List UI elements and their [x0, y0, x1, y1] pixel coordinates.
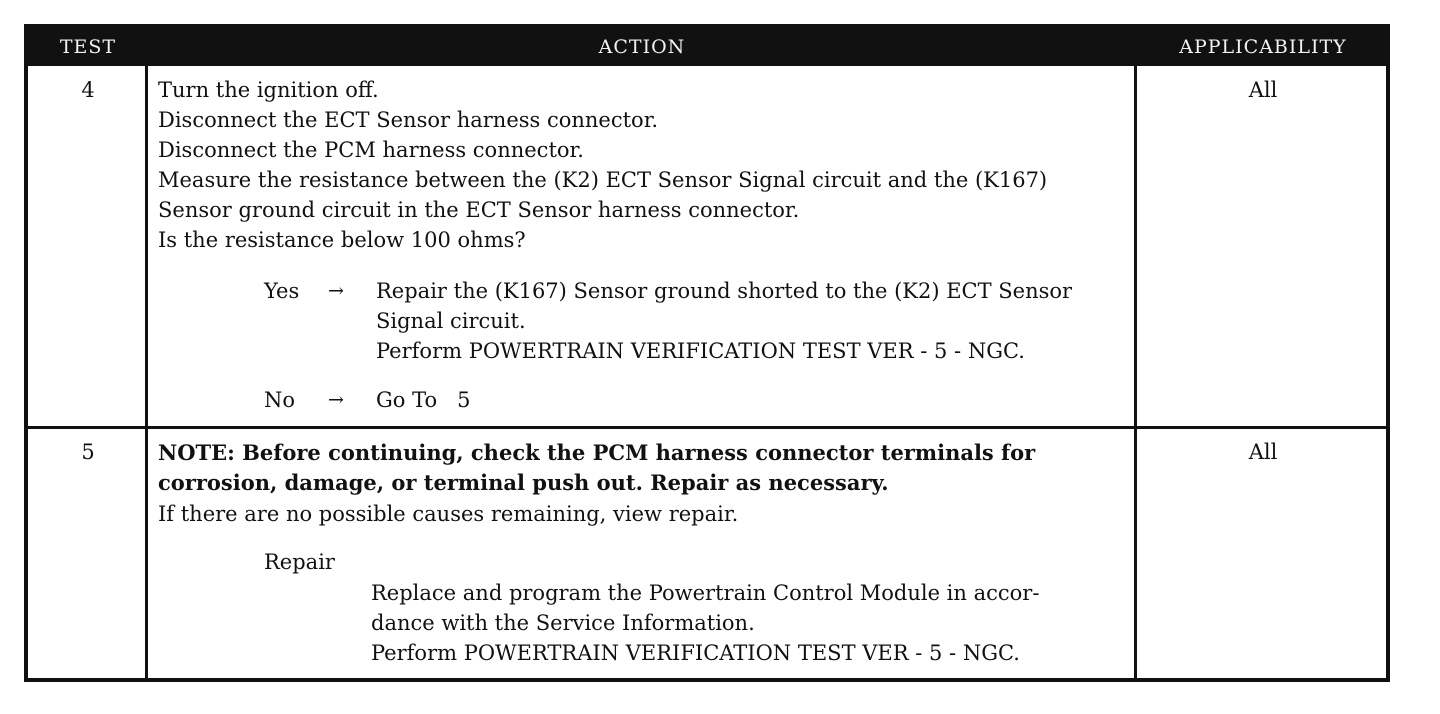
action-line: Sensor ground circuit in the ECT Sensor harness connector.	[158, 198, 800, 222]
test-number-5: 5	[81, 440, 95, 464]
test-number-4: 4	[81, 78, 95, 102]
column-divider-action	[1134, 66, 1137, 678]
row-divider	[28, 426, 1386, 429]
action-line: Turn the ignition off.	[158, 78, 379, 102]
action-line: Disconnect the PCM harness connector.	[158, 138, 584, 162]
repair-line: Replace and program the Powertrain Control Module in accor-	[371, 581, 1040, 605]
header-test: TEST	[59, 36, 117, 58]
repair-line: dance with the Service Information.	[371, 611, 755, 635]
column-divider-test	[145, 66, 148, 678]
action-line: If there are no possible causes remaining, view repair.	[158, 502, 739, 526]
note-line: NOTE: Before continuing, check the PCM harness connector terminals for	[158, 440, 1036, 465]
yes-line: Perform POWERTRAIN VERIFICATION TEST VER - 5 - NGC.	[376, 339, 1025, 363]
diagnostic-test-table	[24, 24, 1390, 682]
applicability-4: All	[1248, 78, 1278, 102]
arrow-icon: →	[328, 389, 344, 411]
no-goto: Go To 5	[376, 388, 471, 412]
repair-label: Repair	[264, 550, 335, 574]
table-header	[28, 28, 1386, 66]
applicability-5: All	[1248, 440, 1278, 464]
header-action: ACTION	[598, 36, 686, 58]
action-line: Disconnect the ECT Sensor harness connector.	[158, 108, 659, 132]
yes-line: Repair the (K167) Sensor ground shorted to the (K2) ECT Sensor	[376, 279, 1073, 303]
no-label: No	[264, 388, 296, 412]
action-line: Measure the resistance between the (K2) ECT Sensor Signal circuit and the (K167)	[158, 168, 1048, 192]
header-applicability: APPLICABILITY	[1179, 36, 1347, 58]
repair-line: Perform POWERTRAIN VERIFICATION TEST VER - 5 - NGC.	[371, 641, 1020, 665]
note-line: corrosion, damage, or terminal push out. Repair as necessary.	[158, 470, 889, 495]
yes-label: Yes	[264, 279, 300, 303]
action-line: Is the resistance below 100 ohms?	[158, 228, 526, 252]
arrow-icon: →	[328, 280, 344, 302]
yes-line: Signal circuit.	[376, 309, 526, 333]
